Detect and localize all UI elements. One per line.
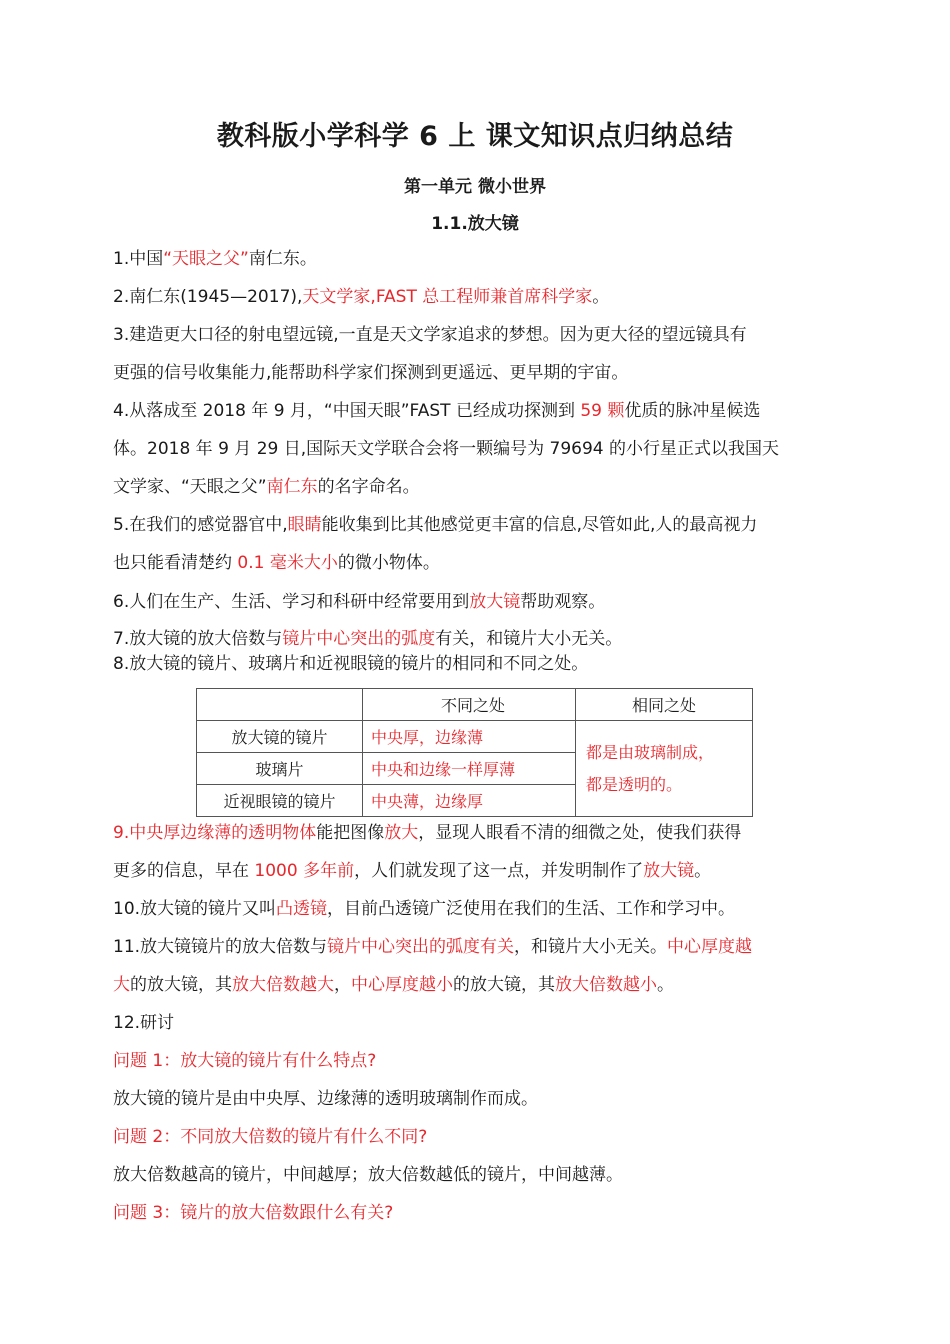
highlight: 凸透镜 [276, 899, 328, 919]
highlight: 1000 多年前 [254, 861, 355, 881]
table-row [197, 721, 753, 753]
highlight: 放大倍数越大 [232, 975, 334, 995]
question-3: 问题 3：镜片的放大倍数跟什么有关? [113, 1203, 394, 1223]
text: 南仁东。 [248, 249, 317, 269]
highlight: 镜片中心突出的弧度有关 [327, 937, 515, 957]
highlight: 眼睛 [287, 515, 322, 535]
table-header-row [197, 689, 753, 721]
question-2: 问题 2：不同放大倍数的镜片有什么不同? [113, 1127, 428, 1147]
answer-2: 放大倍数越高的镜片，中间越厚；放大倍数越低的镜片，中间越薄。 [113, 1165, 623, 1185]
text: ，目前凸透镜广泛使用在我们的生活、工作和学习中。 [327, 899, 736, 919]
text: 1.中国 [113, 249, 164, 269]
point-11-line-1 [113, 929, 843, 966]
text: 2.南仁东(1945—2017), [113, 287, 303, 307]
point-11-line-2 [113, 967, 843, 1004]
point-4-line-2: 体。2018 年 9 月 29 日,国际天文学联合会将一颗编号为 79694 的小行星正式以我国天 [113, 439, 780, 459]
highlight: 0.1 毫米大小 [237, 553, 338, 573]
text: 文学家、“天眼之父” [113, 477, 267, 497]
table-header: 相同之处 [576, 689, 753, 721]
same-line-2: 都是透明的。 [586, 774, 683, 794]
text: 帮助观察。 [520, 592, 606, 612]
highlight: 镜片中心突出的弧度 [282, 629, 436, 649]
highlight: 放大 [384, 823, 419, 843]
highlight: 9.中央厚边缘薄的透明物体 [113, 823, 317, 843]
point-2 [113, 279, 843, 316]
point-9-line-1 [113, 815, 843, 852]
point-9-line-2 [113, 853, 843, 890]
text: 7.放大镜的放大倍数与 [113, 629, 283, 649]
lesson-heading: 1.1.放大镜 [431, 214, 519, 234]
highlight: 南仁东 [266, 477, 318, 497]
point-4-line-1 [113, 393, 843, 430]
text: 。 [592, 287, 610, 307]
text: 的名字命名。 [317, 477, 420, 497]
text: 的微小物体。 [337, 553, 440, 573]
unit-heading: 第一单元 微小世界 [404, 177, 546, 197]
text: 10.放大镜的镜片又叫 [113, 899, 277, 919]
highlight: 中心厚度越 [667, 937, 753, 957]
text: ，人们就发现了这一点，并发明制作了 [354, 861, 644, 881]
text: 优质的脉冲星候选 [624, 401, 761, 421]
highlight: 放大倍数越小 [555, 975, 657, 995]
table-cell-name: 玻璃片 [197, 753, 363, 785]
document-title: 教科版小学科学 6 上 课文知识点归纳总结 [216, 121, 734, 152]
text: ，显现人眼看不清的细微之处，使我们获得 [418, 823, 742, 843]
point-10 [113, 891, 843, 928]
highlight: “天眼之父” [163, 249, 249, 269]
text: 11.放大镜镜片的放大倍数与 [113, 937, 328, 957]
text: 的放大镜，其 [453, 975, 555, 995]
point-4-line-3 [113, 469, 843, 506]
text: 也只能看清楚约 [113, 553, 238, 573]
point-5-line-1 [113, 507, 843, 544]
table-header [197, 689, 363, 721]
text: ， [334, 975, 351, 995]
table-cell-diff: 中央薄，边缘厚 [363, 785, 576, 817]
highlight: 天文学家,FAST 总工程师兼首席科学家 [302, 287, 593, 307]
text: 6.人们在生产、生活、学习和科研中经常要用到 [113, 592, 470, 612]
text: 4.从落成至 2018 年 9 月，“中国天眼”FAST 已经成功探测到 [113, 401, 581, 421]
highlight: 大 [113, 975, 130, 995]
text: 5.在我们的感觉器官中, [113, 515, 288, 535]
point-12: 12.研讨 [113, 1013, 175, 1033]
point-3-line-1: 3.建造更大口径的射电望远镜,一直是天文学家追求的梦想。因为更大径的望远镜具有 [113, 325, 747, 345]
table-cell-name: 近视眼镜的镜片 [197, 785, 363, 817]
table-cell-name: 放大镜的镜片 [197, 721, 363, 753]
highlight: 中心厚度越小 [351, 975, 453, 995]
text: 。 [657, 975, 674, 995]
text: 更多的信息，早在 [113, 861, 255, 881]
highlight: 放大镜 [643, 861, 695, 881]
answer-1: 放大镜的镜片是由中央厚、边缘薄的透明玻璃制作而成。 [113, 1089, 538, 1109]
text: 能把图像 [316, 823, 385, 843]
text: 。 [694, 861, 712, 881]
point-1 [113, 241, 843, 278]
point-8: 8.放大镜的镜片、玻璃片和近视眼镜的镜片的相同和不同之处。 [113, 654, 589, 674]
table-cell-diff: 中央和边缘一样厚薄 [363, 753, 576, 785]
comparison-table [196, 688, 753, 817]
point-5-line-2 [113, 545, 843, 582]
table-cell-same [576, 721, 753, 817]
text: 能收集到比其他感觉更丰富的信息,尽管如此,人的最高视力 [321, 515, 758, 535]
point-3-line-2: 更强的信号收集能力,能帮助科学家们探测到更遥远、更早期的宇宙。 [113, 363, 629, 383]
table-cell-diff: 中央厚，边缘薄 [363, 721, 576, 753]
highlight: 放大镜 [469, 592, 521, 612]
text: 的放大镜，其 [130, 975, 232, 995]
same-line-1: 都是由玻璃制成， [586, 742, 715, 762]
table-header: 不同之处 [363, 689, 576, 721]
text: 有关，和镜片大小无关。 [435, 629, 623, 649]
text: ，和镜片大小无关。 [514, 937, 668, 957]
question-1: 问题 1：放大镜的镜片有什么特点? [113, 1051, 377, 1071]
point-6 [113, 584, 843, 621]
highlight: 59 颗 [580, 401, 625, 421]
